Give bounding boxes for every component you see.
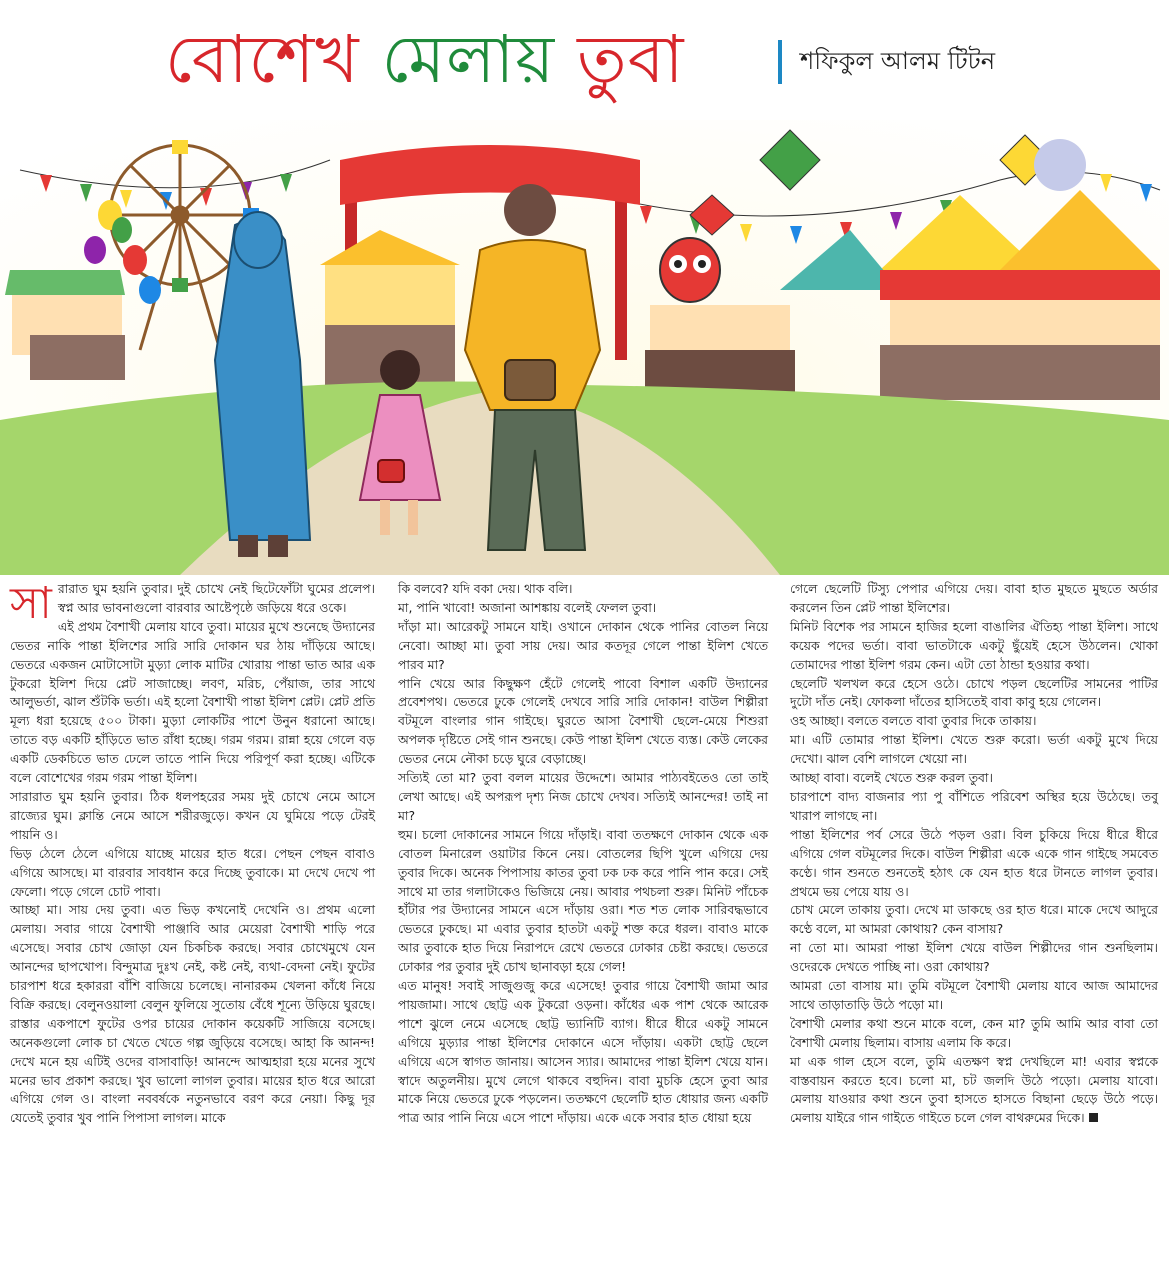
article-column-1 xyxy=(10,580,375,1260)
owl-mask xyxy=(660,238,720,302)
paragraph: কি বলবে? যদি বকা দেয়। থাক বলি। xyxy=(398,581,573,596)
paragraph: মা। এটি তোমার পান্তা ইলিশ। খেতে শুরু করো। ভর্তা একটু মুখে দিয়ে দেখো। ঝাল বেশি লাগলে খেয়ো না। xyxy=(790,732,1158,767)
paragraph: দাঁড়া মা। আরেকটু সামনে যাই। ওখানে দোকান থেকে পানির বোতল নিয়ে নেবো। আচ্ছা মা। তুবা সায় দেয়। আর কতদূর গেলে পান্তা ইলিশ খেতে পারব মা? xyxy=(398,618,768,672)
article-column-3 xyxy=(790,580,1158,1260)
article-column-2 xyxy=(398,580,768,1260)
paragraph: মা, পানি খাবো! অজানা আশঙ্কায় বলেই ফেলল তুবা। xyxy=(398,599,657,615)
article-body xyxy=(10,580,1160,1260)
paragraph: পান্তা ইলিশের পর্ব সেরে উঠে পড়ল ওরা। বিল চুকিয়ে দিয়ে ধীরে ধীরে এগিয়ে গেল বটমূলের দিকে। বাউল শিল্পীরা একে একে গান গাইছে সমবেত কণ্ঠে। গান শুনতে শুনতেই হঠাৎ কে যেন হাত ধরে টানতে লাগল তুবার। প্রথমে ভয় পেয়ে যায় ও। xyxy=(790,826,1158,899)
paragraph: সারারাত ঘুম হয়নি তুবার। ঠিক ধলপহরের সময় দুই চোখে নেমে আসে রাজ্যের ঘুম। ক্লান্তি নেমে আসে শরীরজুড়ে। কখন যে ঘুমিয়ে পড়ে টেরই পায়নি ও। xyxy=(10,788,375,842)
paragraph: ওহ আচ্ছা। বলতে বলতে বাবা তুবার দিকে তাকায়। xyxy=(790,713,1037,729)
article-header xyxy=(0,0,1169,120)
paragraph: হুম। চলো দোকানের সামনে গিয়ে দাঁড়াই। বাবা ততক্ষণে দোকান থেকে এক বোতল মিনারেল ওয়াটার কিনে নেয়। বোতলের ছিপি খুলে এগিয়ে দেয় তুবার দিকে। অনেক পিপাসায় কাতর তুবা ঢক ঢক করে পানি পান করে। সেই সাথে মা তার গলাটাকেও ভিজিয়ে নেয়। আবার পথচলা শুরু। মিনিট পাঁচেক হাঁটার পর উদ্যানের সামনে এসে দাঁড়ায় ওরা। শত শত লোক সারিবদ্ধভাবে ভেতরে ঢুকছে। মা এবার তুবার হাতটা একটু শক্ত করে ধরল। বাবাও মাকে আর তুবাকে হাত দিয়ে নিরাপদে রেখে ভেতরে ঢোকার চেষ্টা করছে। ভেতরে ঢোকার পর তুবার দুই চোখ ছানাবড়া হয়ে গেল! xyxy=(398,826,768,975)
paragraph: চোখ মেলে তাকায় তুবা। দেখে মা ডাকছে ওর হাত ধরে। মাকে দেখে আদুরে কণ্ঠে বলে, মা আমরা কোথায়? কেন বাসায়? xyxy=(790,902,1158,937)
end-mark-icon xyxy=(1089,1113,1098,1122)
fair-illustration xyxy=(0,120,1169,575)
paragraph: না তো মা। আমরা পান্তা ইলিশ খেয়ে বাউল শিল্পীদের গান শুনছিলাম। ওদেরকে দেখতে পাচ্ছি না। ওরা কোথায়? xyxy=(790,940,1158,975)
article-title xyxy=(165,10,685,110)
author-byline: শফিকুল আলম টিটন xyxy=(800,47,996,75)
paragraph: বৈশাখী মেলার কথা শুনে মাকে বলে, কেন মা? তুমি আমি আর বাবা তো বৈশাখী মেলায় ছিলাম। বাসায় এলাম কি করে। xyxy=(790,1015,1158,1050)
paragraph: ভিড় ঠেলে ঠেলে এগিয়ে যাচ্ছে মায়ের হাত ধরে। পেছন পেছন বাবাও এগিয়ে আসছে। মা বারবার সাবধান করে দিচ্ছে তুবাকে। মা দেখে দেখে পা ফেলো। পড়ে গেলে চোট পাবা। xyxy=(10,845,375,899)
paragraph: পানি খেয়ে আর কিছুক্ষণ হেঁটে গেলেই পাবো বিশাল একটি উদ্যানের প্রবেশপথ। ভেতরে ঢুকে গেলেই দেখবে সারি সারি দোকান! বাউল শিল্পীরা বটমূলে বাংলার গান গাইছে। ঘুরতে আসা বৈশাখী ছেলে-মেয়ে শিশুরা অপলক দৃষ্টিতে সেই গান শুনছে। কেউ পান্তা ইলিশ খেতে ব্যস্ত। কেউ লেকের ভেতর নেমে নৌকা চড়ে ঘুরে বেড়াচ্ছে। xyxy=(398,675,768,767)
title-word-2: মেলায় xyxy=(381,21,556,98)
paragraph: আমরা তো বাসায় মা। তুমি বটমূলে বৈশাখী মেলায় যাবে আজ আমাদের সাথে তাড়াতাড়ি উঠে পড়ো মা। xyxy=(790,978,1158,1012)
paragraph: সত্যিই তো মা? তুবা বলল মায়ের উদ্দেশে। আমার পাঠ্যবইতেও তো তাই লেখা আছে। এই অপরূপ দৃশ্য নিজ চোখে দেখব। সত্যিই আনন্দের! তাই না মা? xyxy=(398,770,768,823)
paragraph-last xyxy=(790,1053,1158,1129)
paragraph: ছেলেটি খলখল করে হেসে ওঠে। চোখে পড়ল ছেলেটির সামনের পাটির দুটো দাঁত নেই। ফোকলা দাঁতের হাসিতেই বাবা কাবু হয়ে গেলেন। xyxy=(790,675,1158,710)
drop-cap: সা xyxy=(10,578,52,629)
paragraph: এত মানুষ! সবাই সাজুগুজু করে এসেছে! তুবার গায়ে বৈশাখী জামা আর পায়জামা। সাথে ছোট্ট এক টুকরো ওড়না। কাঁধের এক পাশ থেকে আরেক পাশে ঝুলে নেমে এসেছে ছোট্ট ভ্যানিটি ব্যাগ। ধীরে ধীরে একটু সামনে এগিয়ে মুড়্যার পান্তা ইলিশের দোকানে এসে দাঁড়ায়। একটা ছোট্ট ছেলে এগিয়ে এসে স্বাগত জানায়। আসেন স্যার। আমাদের পান্তা ইলিশ খেয়ে যান। স্বাদে অতুলনীয়। মুখে লেগে থাকবে বহুদিন। বাবা মুচকি হেসে তুবা আর মাকে নিয়ে ভেতরে ঢুকে পড়লেন। ততক্ষণে ছেলেটি হাত ধোয়ার জন্য একটি পাত্র আর পানি নিয়ে এসে পাশে দাঁড়ায়। একে একে সবার হাত ধোয়া হয়ে xyxy=(398,978,768,1126)
paragraph: আচ্ছা বাবা। বলেই খেতে শুরু করল তুবা। xyxy=(790,770,993,786)
paragraph: চারপাশে বাদ্য বাজনার প্যা পু বাঁশিতে পরিবেশ অস্থির হয়ে উঠেছে। তবু খারাপ লাগছে না। xyxy=(790,788,1158,823)
byline-divider xyxy=(778,40,782,84)
paragraph: আচ্ছা মা। সায় দেয় তুবা। এত ভিড় কখনোই দেখেনি ও। প্রথম এলো মেলায়। সবার গায়ে বৈশাখী পাঞ্জাবি আর মেয়েরা বৈশাখী শাড়ি পরে এসেছে। সবার চোখ জোড়া যেন চিকচিক করছে। সবার চোখেমুখে যেন আনন্দের ছাপখোপ। বিন্দুমাত্র দুঃখ নেই, কষ্ট নেই, ব্যথা-বেদনা নেই। ফুটের চারপাশ ধরে হকাররা বাঁশি বাজিয়ে চলেছে। নানারকম খেলনা কাঁধে নিয়ে বিক্রি করছে। বেলুনওয়ালা বেলুন ফুলিয়ে সুতোয় বেঁধে শূন্যে উড়িয়ে ঘুরছে। রাস্তার একপাশে ফুটের ওপর চায়ের দোকান কয়েকটি সাজিয়ে বসেছে। অনেকগুলো লোক চা খেতে খেতে গল্প জুড়িয়ে বসেছে। আহা কি আনন্দ! দেখে মনে হয় এটিই ওদের বাসাবাড়ি! আনন্দে আত্মহারা হয়ে মনের সুখে মনের ভাব প্রকাশ করছে। খুব ভালো লাগল তুবার। মায়ের হাত ধরে আরো এগিয়ে গেল ও। বাংলা নববর্ষকে নতুনভাবে বরণ করে নেয়া। কিছু দূর যেতেই তুবার খুব পানি পিপাসা লাগল। মাকে xyxy=(10,902,375,1126)
paragraph-text: মা এক গাল হেসে বলে, তুমি এতক্ষণ স্বপ্ন দেখছিলে মা! এবার স্বপ্নকে বাস্তবায়ন করতে হবে। চলো মা, চট জলদি উঠে পড়ো। মেলায় যাবো। মেলায় যাওয়ার কথা শুনে তুবা হাসতে হাসতে বিছানা ছেড়ে উঠে পড়ে। মেলায় যাইরে গান গাইতে গাইতে চলে গেল বাথরুমের দিকে। xyxy=(790,1053,1158,1126)
paragraph: মিনিট বিশেক পর সামনে হাজির হলো বাঙালির ঐতিহ্য পান্তা ইলিশ। সাথে কয়েক পদের ভর্তা। বাবা ভাতটাকে একটু ছুঁয়েই হেসে উঠলেন। খোকা তোমাদের পান্তা ইলিশ গরম কেন। এটা তো ঠান্ডা হওয়ার কথা। xyxy=(790,618,1158,672)
title-word-3: তুবা xyxy=(577,21,685,98)
paragraph: রারাত ঘুম হয়নি তুবার। দুই চোখে নেই ছিটেফোঁটা ঘুমের প্রলেপ। স্বপ্ন আর ভাবনাগুলো বারবার আষ্টেপৃষ্ঠে জড়িয়ে ধরে ওকে। xyxy=(57,581,375,615)
paragraph: গেলে ছেলেটি টিস্যু পেপার এগিয়ে দেয়। বাবা হাত মুছতে মুছতে অর্ডার করলেন তিন প্লেট পান্তা ইলিশের। xyxy=(790,581,1158,615)
paragraph: এই প্রথম বৈশাখী মেলায় যাবে তুবা। মায়ের মুখে শুনেছে উদ্যানের ভেতর নাকি পান্তা ইলিশের সারি সারি দোকান ঘর ঠায় দাঁড়িয়ে আছে। ভেতরে একজন মোটাসোটা মুড়্যা লোক মাটির খোরায় পান্তা ভাত আর এক টুকরো ইলিশ দিয়ে প্লেট সাজাচ্ছে। লবণ, মরিচ, পেঁয়াজ, তার সাথে আলুভর্তা, ঝাল শুঁটকি ভর্তা। এই হলো বৈশাখী পান্তা ইলিশ প্লেট। প্লেট প্রতি মূল্য ধরা হয়েছে ৫০০ টাকা। মুড়্যা লোকটির পাশে উনুন ধরানো আছে। তাতে বড় একটি হাঁড়িতে ভাত রাঁধা হচ্ছে। গরম গরম। রান্না হয়ে গেলে বড় একটি ডেকচিতে ভাত ঢেলে তাতে পানি দিয়ে পরিপূর্ণ করা হচ্ছে। এটিকে বলে বোশেখের গরম গরম পান্তা ইলিশ। xyxy=(10,618,375,786)
title-word-1: বোশেখ xyxy=(165,21,360,98)
